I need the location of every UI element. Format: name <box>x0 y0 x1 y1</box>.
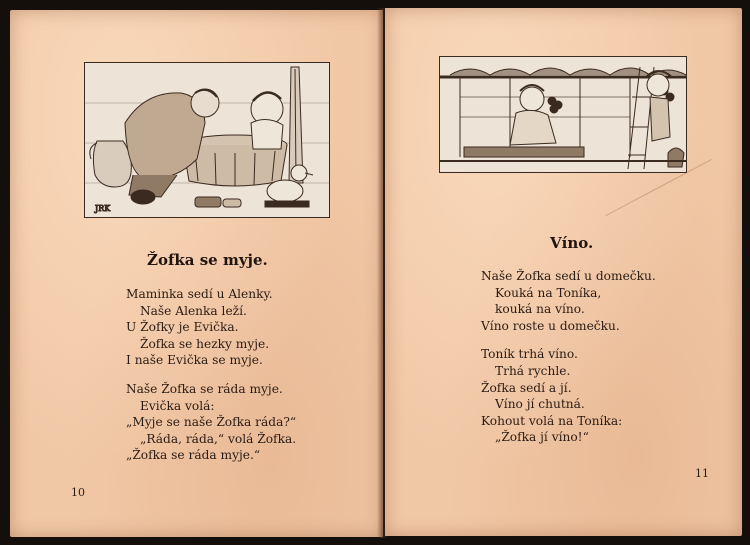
poem-line: Naše Žofka se ráda myje. <box>126 381 283 396</box>
page-title: Víno. <box>550 234 594 252</box>
poem-line: Žofka sedí a jí. <box>481 380 572 395</box>
poem-line: „Žofka jí víno!“ <box>495 430 589 445</box>
poem-line: Víno roste u domečku. <box>481 318 620 333</box>
poem-text <box>481 268 656 446</box>
poem-line: „Žofka se ráda myje.“ <box>126 448 261 463</box>
poem-line: Žofka se hezky myje. <box>140 336 270 351</box>
poem-line: Evička volá: <box>140 398 215 413</box>
poem-line: „Myje se naše Žofka ráda?“ <box>126 415 297 430</box>
poem-line: kouká na víno. <box>495 302 585 317</box>
poem-line: Maminka sedí u Alenky. <box>126 287 273 301</box>
poem-line: Kouká na Toníka, <box>495 285 602 300</box>
poem-line: U Žofky je Evička. <box>126 320 239 335</box>
poem-line: „Ráda, ráda,“ volá Žofka. <box>140 431 297 446</box>
page-number: 11 <box>695 467 709 480</box>
svg-text:JRK: JRK <box>95 204 111 213</box>
poem-line: Kohout volá na Toníka: <box>481 413 623 428</box>
page-number: 10 <box>71 486 85 499</box>
poem-line: Víno jí chutná. <box>495 397 585 412</box>
page-title: Žofka se myje. <box>147 251 268 269</box>
mother-bathing-child-illustration <box>84 62 330 218</box>
left-page <box>10 10 383 537</box>
poem-line: Trhá rychle. <box>495 363 571 378</box>
poem-line: Toník trhá víno. <box>481 347 578 362</box>
right-page <box>385 8 742 536</box>
poem-line: Naše Žofka sedí u domečku. <box>481 269 656 283</box>
poem-text <box>126 286 296 464</box>
children-in-vineyard-illustration <box>439 56 687 173</box>
poem-line: Naše Alenka leží. <box>140 303 247 318</box>
page-crease <box>605 159 744 278</box>
poem-line: I naše Evička se myje. <box>126 353 263 368</box>
